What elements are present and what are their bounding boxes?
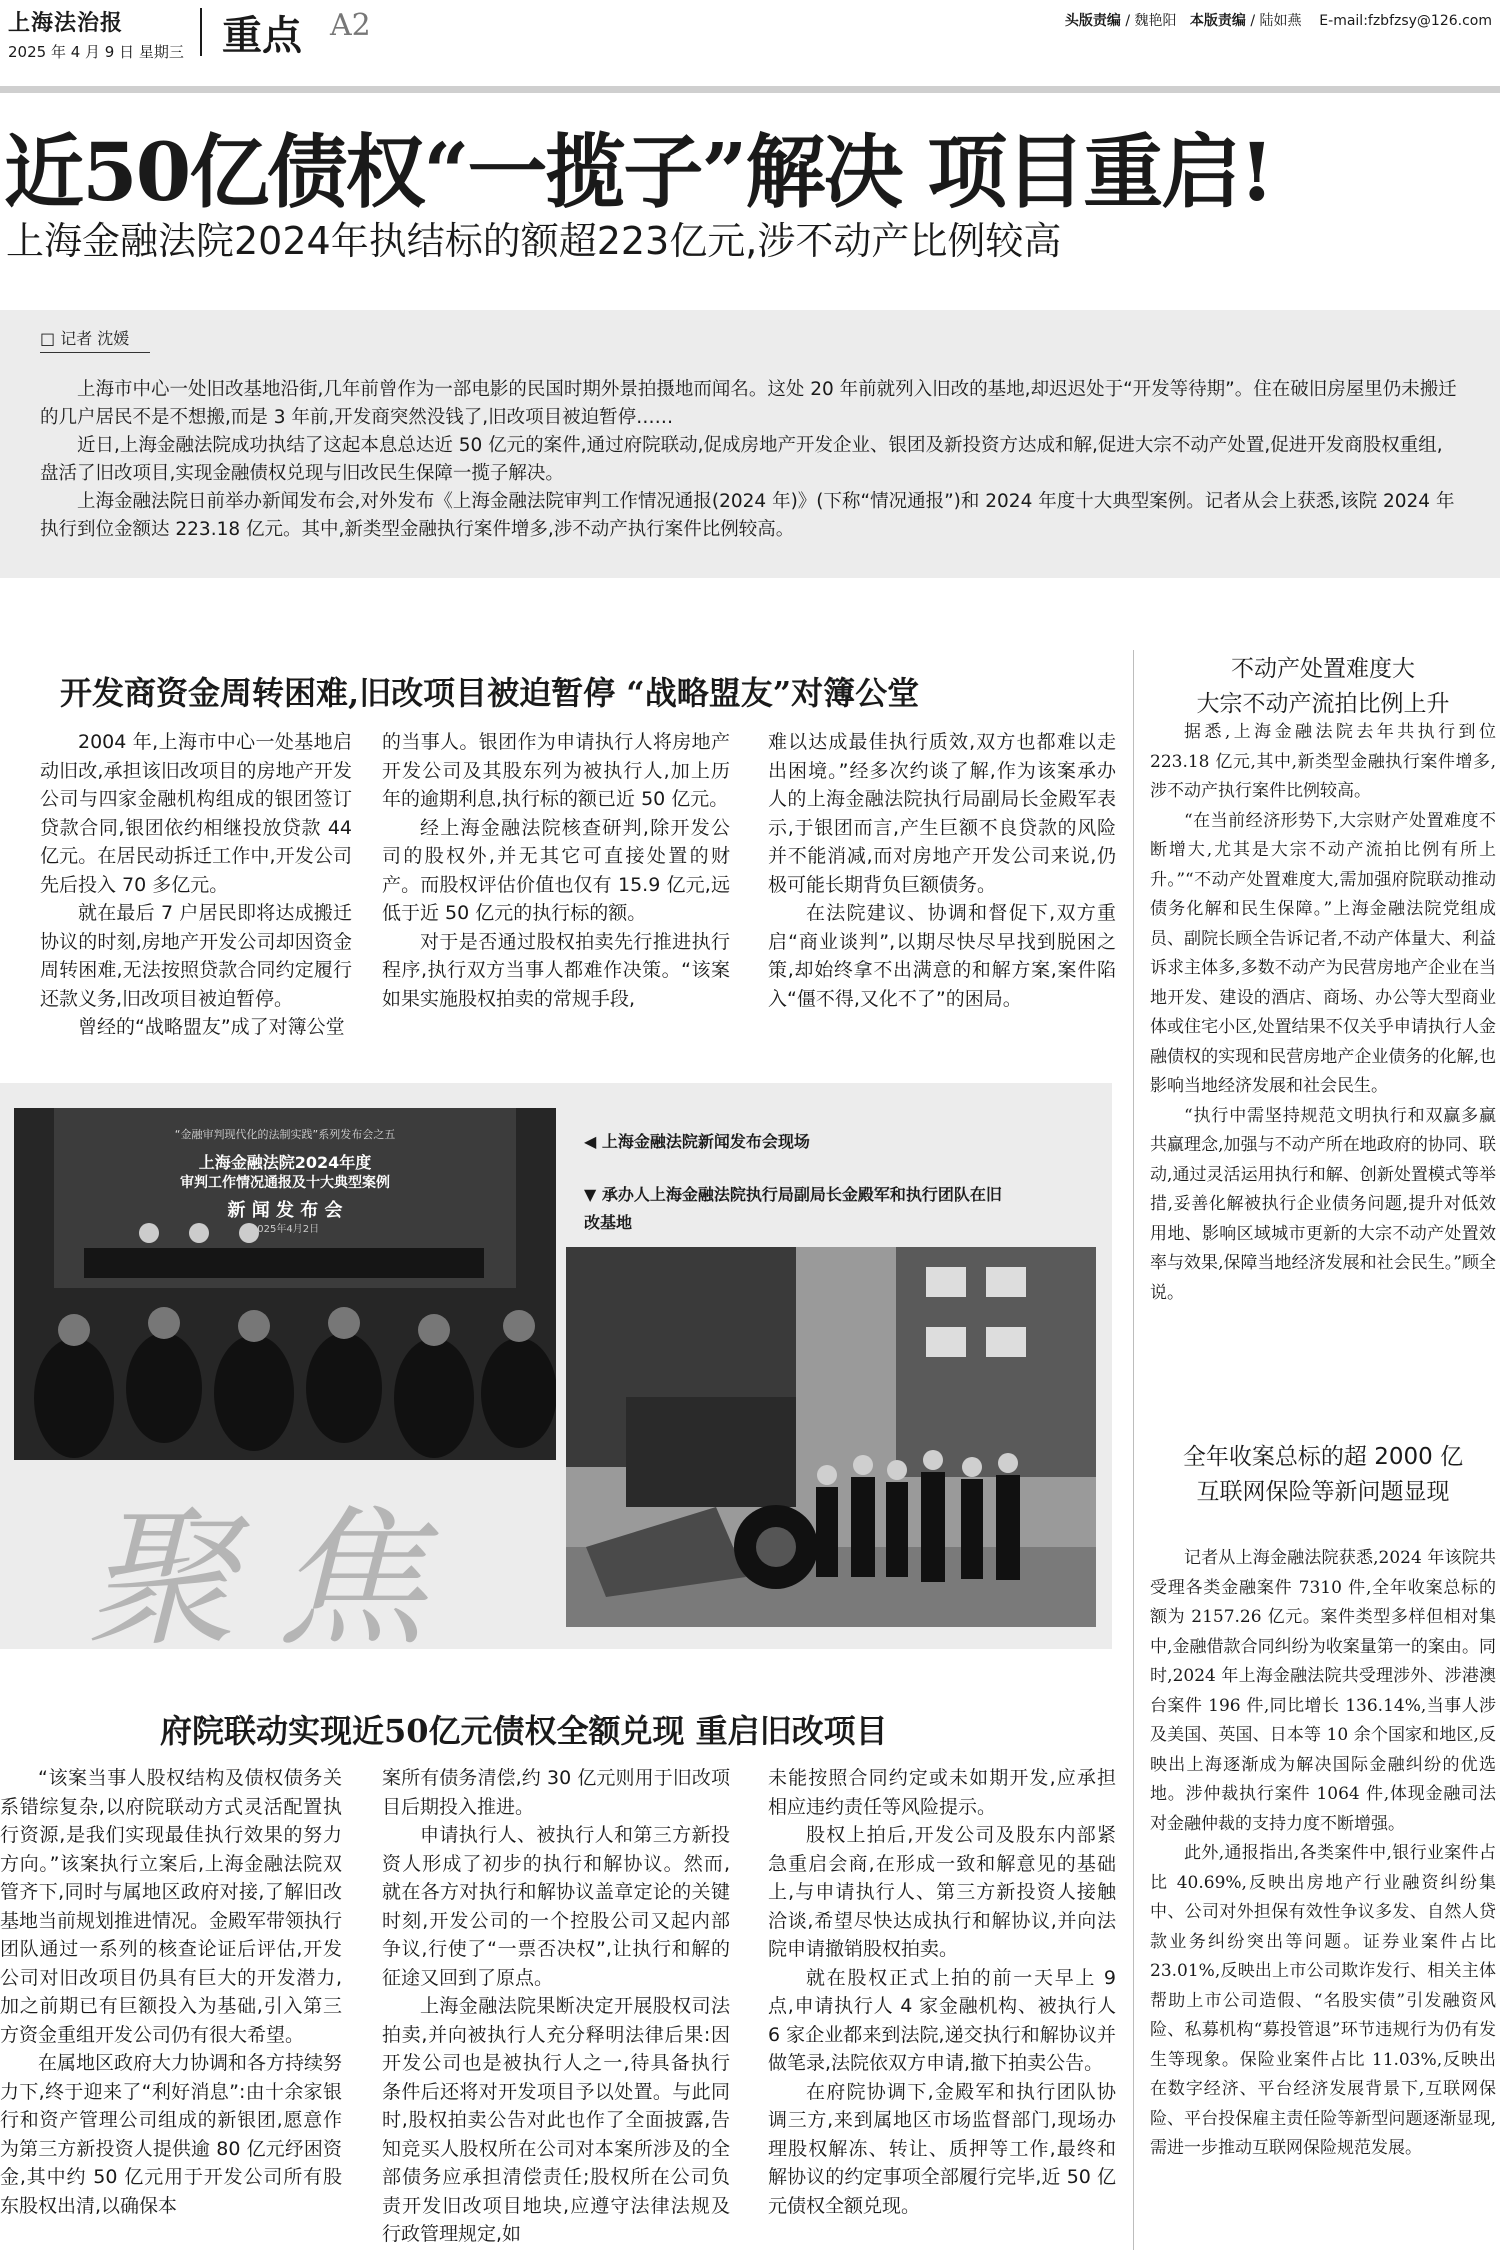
banner-title: 上海金融法院2024年度 [198,1153,372,1172]
sidebar2-text [1150,1544,1496,2164]
section1-heading: 开发商资金周转困难,旧改项目被迫暂停 “战略盟友”对簿公堂 [60,674,920,712]
section2-heading: 府院联动实现近50亿元债权全额兑现 重启旧改项目 [160,1712,888,1750]
byline-underline [40,352,150,353]
photo-area [0,1083,1112,1667]
sidebar-divider [1133,650,1134,2250]
sidebar2-heading-line2: 互联网保险等新问题显现 [1196,1479,1450,1505]
editor-name-2: 陆如燕 [1259,13,1302,29]
photo-caption-1: ◀ 上海金融法院新闻发布会现场 [584,1132,810,1151]
body-paragraph: “该案当事人股权结构及债权债务关系错综复杂,以府院联动方式灵活配置执行资源,是我们实现最佳执行效果的努力方向。”该案执行立案后,上海金融法院双管齐下,同时与属地区政府对接,了解旧改基地当前规划推进情况。金殿军带领执行团队通过一系列的核查论证后评估,开发公司对旧改项目仍具有巨大的开发潜力,加之前期已有巨额投入为基础,引入第三方资金重组开发公司仍有很大希望。 [0,1767,343,2046]
banner-top: “金融审判现代化的法制实践”系列发布会之五 [174,1128,396,1141]
sidebar1-heading-line2: 大宗不动产流拍比例上升 [1196,691,1450,717]
editor-email: E-mail:fzbfzsy@126.com [1319,13,1492,29]
reporter-byline: □ 记者 沈媛 [40,329,130,348]
section2-column-2 [382,1764,730,2249]
body-paragraph: 案所有债务清偿,约 30 亿元则用于旧改项目后期投入推进。 [382,1767,730,1818]
calligraphy-focus-mark: 聚焦 [86,1493,467,1667]
section-name: 重点 [222,13,302,59]
editor-line: 头版责编 / 魏艳阳 本版责编 / 陆如燕 E-mail:fzbfzsy@126.com [1064,13,1492,29]
body-paragraph: 的当事人。银团作为申请执行人将房地产开发公司及其股东列为被执行人,加上历年的逾期利息,执行标的额已近 50 亿元。 [382,731,730,810]
lead-text [40,376,1460,544]
issue-date: 2025 年 4 月 9 日 星期三 [8,43,184,61]
banner-event: 新 闻 发 布 会 [227,1200,343,1221]
body-paragraph: 在府院协调下,金殿军和执行团队协调三方,来到属地区市场监督部门,现场办理股权解冻、转让、质押等工作,最终和解协议的约定事项全部履行完毕,近 50 亿元债权全额兑现。 [768,2080,1116,2217]
section1-column-3 [768,728,1116,1013]
header-divider [200,8,202,56]
sidebar-paragraph: 此外,通报指出,各类案件中,银行业案件占比 40.69%,反映出房地产行业融资纠纷集中、公司对外担保有效性争议多发、自然人贷款业务纠纷突出等问题。证券业案件占比 23.01%,反映出上市公司欺诈发行、相关主体帮助上市公司造假、“名股实债”引发融资风险、私募机构“募投管退”环节违规行为仍有发生等现象。保险业案件占比 11.03%,反映出在数字经济、平台经济发展背景下,互联网保险、平台投保雇主责任险等新型问题逐渐显现,需进一步推动互联网保险规范发展。 [1150,1843,1496,2158]
sidebar-paragraph: “在当前经济形势下,大宗财产处置难度不断增大,尤其是大宗不动产流拍比例有所上升。”“不动产处置难度大,需加强府院联动推动债务化解和民生保障。”上海金融法院党组成员、副院长顾全告诉记者,不动产体量大、利益诉求主体多,多数不动产为民营房地产企业在当地开发、建设的酒店、商场、办公等大型商业体或住宅小区,处置结果不仅关乎申请执行人金融债权的实现和民营房地产企业债务的化解,也影响当地经济发展和社会民生。 [1150,810,1496,1096]
top-rule [0,86,1500,93]
photo-caption-2: ▼ 承办人上海金融法院执行局副局长金殿军和执行团队在旧改基地 [584,1185,1002,1232]
press-conference-photo [14,1108,556,1460]
masthead [8,6,208,62]
lead-box [0,310,1500,578]
body-paragraph: 上海金融法院果断决定开展股权司法拍卖,并向被执行人充分释明法律后果:因开发公司也是被执行人之一,待具备执行条件后还将对开发项目予以处置。与此同时,股权拍卖公告对此也作了全面披露,告知竞买人股权所在公司对本案所涉及的全部债务应承担清偿责任;股权所在公司负责开发旧改项目地块,应遵守法律法规及行政管理规定,如 [382,1995,730,2245]
body-paragraph: 2004 年,上海市中心一处基地启动旧改,承担该旧改项目的房地产开发公司与四家金融机构组成的银团签订贷款合同,银团依约相继投放贷款 44 亿元。在居民动拆迁工作中,开发公司先后投入 70 多亿元。 [40,731,352,896]
sidebar-paragraph: 记者从上海金融法院获悉,2024 年该院共受理各类金融案件 7310 件,全年收案总标的额为 2157.26 亿元。案件类型多样但相对集中,金融借款合同纠纷为收案量第一的案由。同时,2024 年上海金融法院共受理涉外、涉港澳台案件 196 件,同比增长 136.14%,当事人涉及美国、英国、日本等 10 余个国家和地区,反映出上海逐渐成为解决国际金融纠纷的优选地。涉仲裁执行案件 1064 件,体现金融司法对金融仲裁的支持力度不断增强。 [1150,1548,1496,1834]
body-paragraph: 对于是否通过股权拍卖先行推进执行程序,执行双方当事人都难作决策。“该案如果实施股权拍卖的常规手段, [382,930,730,1010]
section1-column-2 [382,728,730,1013]
body-paragraph: 经上海金融法院核查研判,除开发公司的股权外,并无其它可直接处置的财产。而股权评估价值也仅有 15.9 亿元,远低于近 50 亿元的执行标的额。 [382,816,730,924]
lead-paragraph: 上海金融法院日前举办新闻发布会,对外发布《上海金融法院审判工作情况通报(2024 年)》(下称“情况通报”)和 2024 年度十大典型案例。记者从会上获悉,该院 2024 年执行到位金额达 223.18 亿元。其中,新类型金融执行案件增多,涉不动产执行案件比例较高。 [40,491,1455,540]
demolition-site-illustration [566,1247,1096,1627]
body-paragraph: 未能按照合同约定或未如期开发,应承担相应违约责任等风险提示。 [768,1767,1116,1818]
body-paragraph: 申请执行人、被执行人和第三方新投资人形成了初步的执行和解协议。然而,就在各方对执行和解协议盖章定论的关键时刻,开发公司的一个控股公司又起内部争议,行使了“一票否决权”,让执行和解的征途又回到了原点。 [382,1824,730,1989]
section2-column-3 [768,1764,1116,2220]
headline: 近50亿债权“一揽子”解决 项目重启! [4,125,1273,219]
body-paragraph: 难以达成最佳执行质效,双方也都难以走出困境。”经多次约谈了解,作为该案承办人的上海金融法院执行局副局长金殿军表示,于银团而言,产生巨额不良贷款的风险并不能消减,而对房地产开发公司来说,仍极可能长期背负巨额债务。 [768,731,1116,896]
editor-label-2: 本版责编 [1189,13,1246,29]
sidebar1-text [1150,718,1496,1308]
body-paragraph: 曾经的“战略盟友”成了对簿公堂 [78,1016,345,1038]
sidebar1-heading-line1: 不动产处置难度大 [1231,656,1415,682]
page-number: A2 [330,8,371,43]
subheadline: 上海金融法院2024年执结标的额超223亿元,涉不动产比例较高 [6,219,1062,263]
sidebar1-heading [1148,652,1498,722]
body-paragraph: 在法院建议、协调和督促下,双方重启“商业谈判”,以期尽快尽早找到脱困之策,却始终拿不出满意的和解方案,案件陷入“僵不得,又化不了”的困局。 [768,902,1116,1010]
editor-name-1: 魏艳阳 [1134,13,1177,29]
masthead-logo: 上海法治报 [8,10,124,36]
body-paragraph: 就在股权正式上拍的前一天早上 9 点,申请执行人 4 家金融机构、被执行人 6 家企业都来到法院,递交执行和解协议并做笔录,法院依双方申请,撤下拍卖公告。 [768,1966,1116,2074]
demolition-site-photo [566,1247,1096,1627]
banner-subtitle: 审判工作情况通报及十大典型案例 [180,1175,390,1191]
lead-paragraph: 近日,上海金融法院成功执结了这起本息总达近 50 亿元的案件,通过府院联动,促成房地产开发企业、银团及新投资方达成和解,促进大宗不动产处置,促进开发商股权重组,盘活了旧改项目,实现金融债权兑现与旧改民生保障一揽子解决。 [40,435,1443,484]
sidebar2-heading-line1: 全年收案总标的超 2000 亿 [1182,1444,1464,1470]
body-paragraph: 股权上拍后,开发公司及股东内部紧急重启会商,在形成一致和解意见的基础上,与申请执行人、第三方新投资人接触洽谈,希望尽快达成执行和解协议,并向法院申请撤销股权拍卖。 [768,1824,1116,1960]
section2-column-1 [0,1764,342,2220]
body-paragraph: 就在最后 7 户居民即将达成搬迁协议的时刻,房地产开发公司却因资金周转困难,无法按照贷款合同约定履行还款义务,旧改项目被迫暂停。 [40,902,352,1010]
editor-label-1: 头版责编 [1064,13,1121,29]
lead-paragraph: 上海市中心一处旧改基地沿街,几年前曾作为一部电影的民国时期外景拍摄地而闻名。这处 20 年前就列入旧改的基地,却迟迟处于“开发等待期”。住在破旧房屋里仍未搬迁的几户居民不是不想搬,而是 3 年前,开发商突然没钱了,旧改项目被迫暂停…… [40,379,1457,428]
sidebar-paragraph: “执行中需坚持规范文明执行和双赢多赢共赢理念,加强与不动产所在地政府的协同、联动,通过灵活运用执行和解、创新处置模式等举措,妥善化解被执行企业债务问题,提升对低效用地、影响区域城市更新的大宗不动产处置效率与效果,保障当地经济发展和社会民生。”顾全说。 [1150,1105,1496,1303]
sidebar2-heading [1148,1440,1498,1510]
sidebar-paragraph: 据悉,上海金融法院去年共执行到位 223.18 亿元,其中,新类型金融执行案件增多,涉不动产执行案件比例较高。 [1150,722,1496,801]
body-paragraph: 在属地区政府大力协调和各方持续努力下,终于迎来了“利好消息”:由十余家银行和资产管理公司组成的新银团,愿意作为第三方新投资人提供逾 80 亿元纾困资金,其中约 50 亿元用于开发公司所有股东股权出清,以确保本 [0,2052,343,2217]
section1-column-1 [40,728,352,1042]
banner-date: 2025年4月2日 [250,1224,320,1235]
